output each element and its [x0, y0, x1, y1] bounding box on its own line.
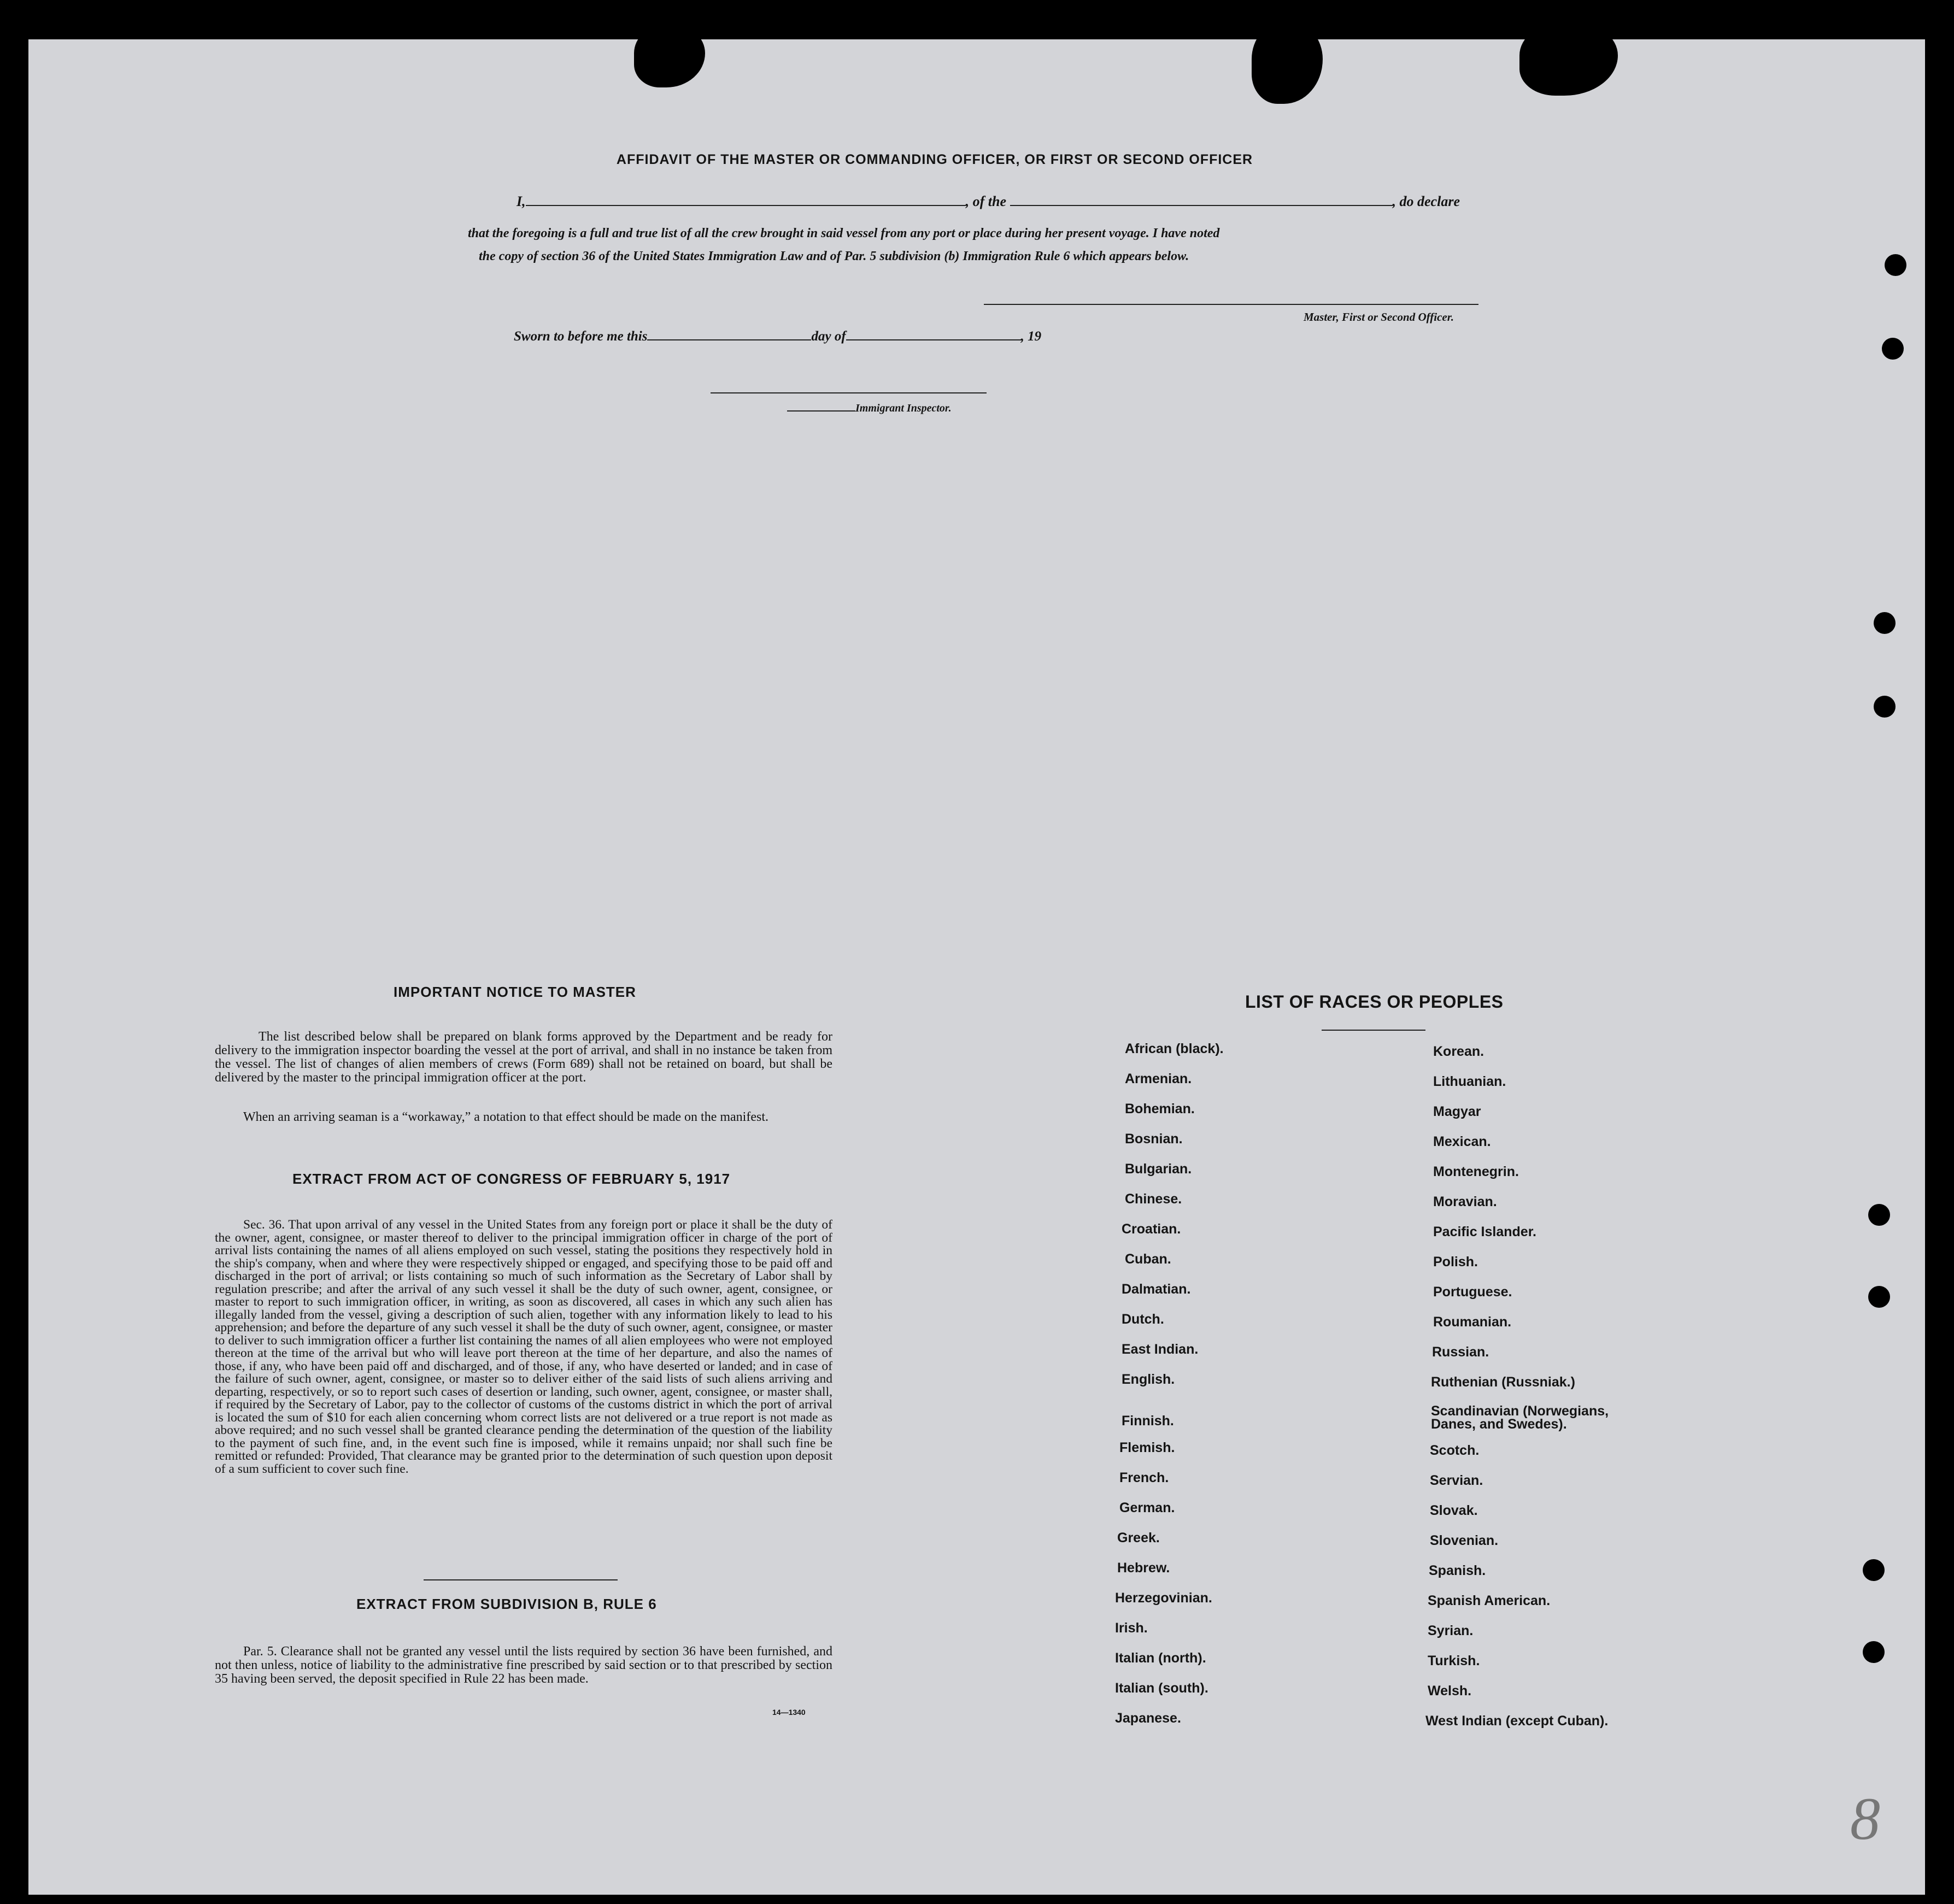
- race-item: Ruthenian (Russniak.): [1431, 1374, 1575, 1390]
- sworn-label: Sworn to before me this: [514, 329, 648, 344]
- race-item: Bulgarian.: [1125, 1161, 1192, 1177]
- rule-heading: EXTRACT FROM SUBDIVISION B, RULE 6: [356, 1596, 657, 1612]
- race-item: Spanish American.: [1428, 1593, 1551, 1608]
- affidavit-body-line-2: the copy of section 36 of the United States Immigration Law and of Par. 5 subdivision (b) Immigration Rule 6 which appears below.: [479, 249, 1189, 263]
- punch-hole: [1874, 612, 1896, 634]
- race-item: Herzegovinian.: [1115, 1590, 1212, 1606]
- punch-hole: [1863, 1641, 1885, 1663]
- sworn-day-field[interactable]: [647, 339, 811, 340]
- race-item: Greek.: [1117, 1530, 1160, 1545]
- race-item: Moravian.: [1433, 1194, 1497, 1209]
- race-item: Welsh.: [1428, 1683, 1472, 1699]
- race-item: Korean.: [1433, 1044, 1484, 1059]
- inspector-label-text: Immigrant Inspector.: [855, 402, 952, 414]
- rule-paragraph-5: Par. 5. Clearance shall not be granted any vessel until the lists required by section 36 have been furnished, and not then unless, notice of liability to the administrative fine prescribed by said section or to that prescribed by section 35 having been served, the deposit specified in Rule 22 has been made.: [215, 1644, 832, 1686]
- race-item: Japanese.: [1115, 1711, 1181, 1726]
- race-item: Cuban.: [1125, 1251, 1171, 1267]
- race-item: Montenegrin.: [1433, 1164, 1519, 1179]
- race-item: Croatian.: [1122, 1221, 1181, 1237]
- races-right-column: [1425, 1044, 1619, 1743]
- year-label: , 19: [1020, 329, 1042, 344]
- i-label: I,: [517, 193, 526, 209]
- race-item: Portuguese.: [1433, 1284, 1512, 1300]
- race-item: Mexican.: [1433, 1134, 1491, 1149]
- race-item: Bohemian.: [1125, 1101, 1195, 1116]
- master-signature-label: Master, First or Second Officer.: [1304, 310, 1454, 324]
- punch-hole: [1885, 254, 1906, 276]
- race-item: Polish.: [1433, 1254, 1478, 1270]
- notice-paragraph-1: The list described below shall be prepared on blank forms approved by the Department and be ready for delivery to the immigration inspector boarding the vessel at the port of arrival, and shall in no instance be taken from the vessel. The list of changes of alien members of crews (Form 689) shall not be retained on board, but shall be delivered by the master to the principal immigration officer at the port.: [215, 1030, 832, 1085]
- notice-paragraph-2: When an arriving seaman is a “workaway,” a notation to that effect should be made on the manifest.: [243, 1110, 768, 1124]
- corner-mark: 8: [1850, 1785, 1880, 1852]
- race-item: Russian.: [1432, 1344, 1489, 1360]
- races-heading: LIST OF RACES OR PEOPLES: [1245, 992, 1504, 1012]
- vessel-field[interactable]: [1010, 205, 1393, 206]
- act-heading: EXTRACT FROM ACT OF CONGRESS OF FEBRUARY 5, 1917: [292, 1171, 731, 1187]
- sworn-line: [514, 329, 1041, 344]
- affidavit-body-line-1: that the foregoing is a full and true list of all the crew brought in said vessel from any port or place during her present voyage. I have noted: [468, 226, 1220, 240]
- affidavit-title: AFFIDAVIT OF THE MASTER OR COMMANDING OFFICER, OR FIRST OR SECOND OFFICER: [616, 152, 1253, 167]
- act-section-36-text: Sec. 36. That upon arrival of any vessel in the United States from any foreign port or place it shall be the duty of the owner, agent, consignee, or master thereof to deliver to the principal immigration officer in charge of the port of arrival lists containing the names of all aliens employed on such vessel, stating the positions they respectively hold in the ship's company, when and where they were respectively shipped or engaged, and specifying those to be paid off and discharged in the port of arrival; or lists containing so much of such information as the Secretary of Labor shall by regulation prescribe; and after the arrival of any such vessel it shall be the duty of such owner, agent, consignee, or master to report to such immigration officer, in writing, as soon as discovered, all cases in which any such alien has illegally landed from the vessel, giving a description of such alien, together with any information likely to lead to his apprehension; and before the departure of any such vessel it shall be the duty of such owner, agent, consignee, or master to deliver to such immigration officer a further list containing the names of all alien employees who were not employed thereon at the time of the arrival but who will leave port thereon at the time of her departure, and also the names of those, if any, who have been paid off and discharged, and of those, if any, who have deserted or landed; and in case of the failure of such owner, agent, consignee, or master so to deliver either of the said lists of such aliens arriving and departing, respectively, or so to report such cases of desertion or landing, such owner, agent, consignee, or master shall, if required by the Secretary of Labor, pay to the collector of customs of the customs district in which the port of arrival is located the sum of $10 for each alien concerning whom correct lists are not delivered or a true report is not made as above required; and no such vessel shall be granted clearance pending the determination of the question of the liability to the payment of such fine, and, in the event such fine is imposed, while it remains unpaid; nor shall such fine be remitted or refunded: Provided, That clearance may be granted prior to the determination of such question upon deposit of a sum sufficient to cover such fine.: [215, 1218, 832, 1476]
- race-item: West Indian (except Cuban).: [1425, 1713, 1609, 1729]
- race-item: Hebrew.: [1117, 1560, 1170, 1576]
- inspector-signature-line[interactable]: [711, 392, 987, 393]
- race-item: Slovak.: [1430, 1503, 1478, 1518]
- race-item: Spanish.: [1429, 1563, 1486, 1578]
- name-field[interactable]: [526, 205, 966, 206]
- race-item: Magyar: [1433, 1104, 1481, 1119]
- race-item: Servian.: [1430, 1473, 1483, 1488]
- race-item: Pacific Islander.: [1433, 1224, 1536, 1239]
- act-rule: [424, 1579, 618, 1580]
- punch-hole: [1868, 1286, 1890, 1308]
- race-item: Scandinavian (Norwegians, Danes, and Swedes).: [1431, 1403, 1609, 1432]
- punch-hole: [1882, 338, 1904, 360]
- race-item: French.: [1119, 1470, 1169, 1485]
- inspector-label-rule: [787, 410, 855, 412]
- sworn-month-field[interactable]: [846, 339, 1021, 340]
- race-item: Turkish.: [1428, 1653, 1480, 1668]
- document-page: [28, 39, 1925, 1895]
- races-rule: [1322, 1030, 1425, 1031]
- race-item: East Indian.: [1122, 1342, 1199, 1357]
- race-item: African (black).: [1125, 1041, 1224, 1056]
- race-item: Armenian.: [1125, 1071, 1192, 1086]
- race-item: Flemish.: [1119, 1440, 1175, 1455]
- race-item: Slovenian.: [1430, 1533, 1499, 1548]
- punch-hole: [1863, 1559, 1885, 1581]
- race-item: Irish.: [1115, 1620, 1148, 1636]
- notice-heading: IMPORTANT NOTICE TO MASTER: [394, 984, 636, 1000]
- affidavit-declaration-line: [517, 193, 1460, 210]
- of-the-label: , of the: [965, 193, 1007, 209]
- race-item: Dalmatian.: [1122, 1282, 1191, 1297]
- punch-hole: [1874, 696, 1896, 718]
- race-item: Italian (north).: [1115, 1650, 1206, 1666]
- race-item: Syrian.: [1428, 1623, 1474, 1638]
- race-item: English.: [1122, 1372, 1175, 1387]
- race-item: Scotch.: [1430, 1443, 1480, 1458]
- races-left-column: [1115, 1041, 1224, 1741]
- inspector-label: [787, 402, 952, 415]
- race-item: Bosnian.: [1125, 1131, 1183, 1147]
- master-signature-line[interactable]: [984, 304, 1478, 305]
- race-item: German.: [1119, 1500, 1175, 1515]
- punch-hole: [1868, 1204, 1890, 1226]
- race-item: Dutch.: [1122, 1312, 1164, 1327]
- do-declare-label: , do declare: [1392, 193, 1460, 209]
- race-item: Lithuanian.: [1433, 1074, 1506, 1089]
- race-item: Roumanian.: [1433, 1314, 1512, 1330]
- race-item: Italian (south).: [1115, 1680, 1208, 1696]
- race-item: Finnish.: [1122, 1413, 1174, 1429]
- day-of-label: day of: [811, 329, 846, 344]
- form-number: 14—1340: [772, 1708, 806, 1717]
- race-item: Chinese.: [1125, 1191, 1182, 1207]
